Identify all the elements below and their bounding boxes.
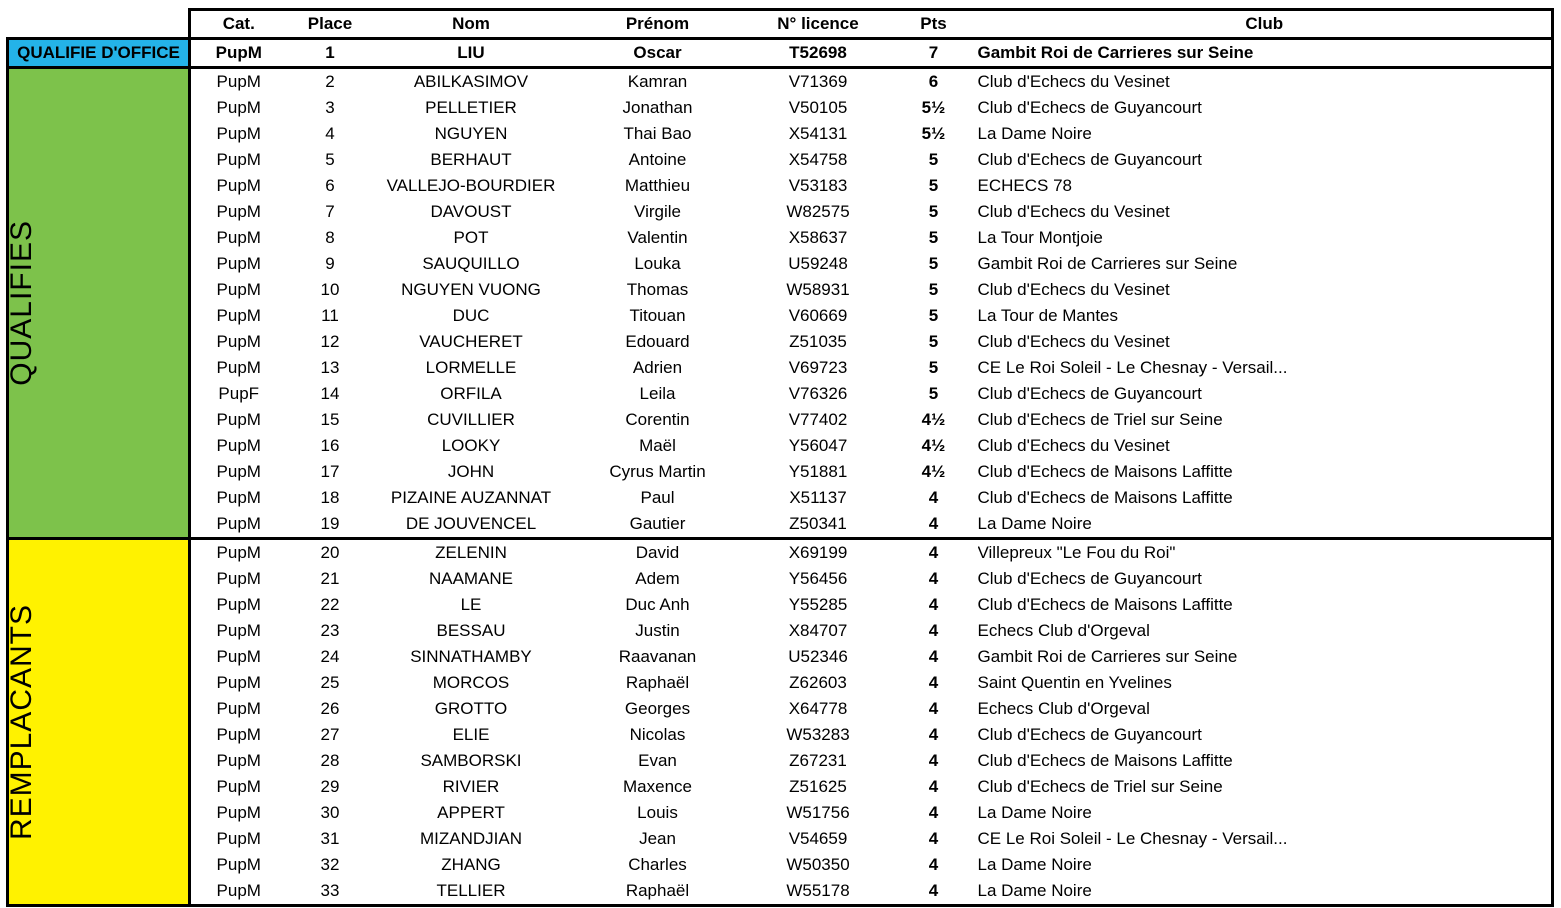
- cell-club: La Dame Noire: [978, 852, 1553, 878]
- table-row: [8, 199, 1553, 225]
- header-club: Club: [978, 10, 1553, 39]
- table-row: [8, 748, 1553, 774]
- cell-place: 16: [320, 436, 340, 455]
- cell-club: Gambit Roi de Carrieres sur Seine: [978, 39, 1553, 68]
- header-prenom: Prénom: [569, 10, 747, 39]
- cell-nom: NGUYEN VUONG: [401, 280, 541, 299]
- cell-club: Club d'Echecs de Guyancourt: [978, 147, 1553, 173]
- cell-club: CE Le Roi Soleil - Le Chesnay - Versail...: [978, 355, 1553, 381]
- cell-cat: PupM: [190, 696, 287, 722]
- cell-licence: T52698: [747, 39, 890, 68]
- cell-licence: U52346: [788, 647, 848, 666]
- table-row: [8, 644, 1553, 670]
- cell-place: 19: [287, 511, 374, 539]
- cell-club: Saint Quentin en Yvelines: [978, 670, 1553, 696]
- cell-nom: BERHAUT: [430, 150, 512, 169]
- cell-prenom: Louis: [637, 803, 678, 822]
- cell-cat: PupM: [190, 68, 287, 96]
- cell-pts: 4: [928, 803, 939, 822]
- cell-licence: V54659: [788, 829, 848, 848]
- cell-nom: ZELENIN: [435, 543, 507, 562]
- cell-club: Club d'Echecs du Vesinet: [978, 199, 1553, 225]
- cell-cat: PupM: [190, 121, 287, 147]
- table-body: [5, 39, 1553, 906]
- cell-place: 15: [320, 410, 340, 429]
- table-row: [8, 173, 1553, 199]
- cell-licence: X84707: [788, 621, 848, 640]
- header-licence: N° licence: [747, 10, 890, 39]
- cell-nom: LE: [460, 595, 482, 614]
- cell-licence: X58637: [788, 228, 848, 247]
- cell-licence: Y55285: [788, 595, 848, 614]
- cell-prenom: Gautier: [569, 511, 747, 539]
- cell-nom: SINNATHAMBY: [410, 647, 532, 666]
- cell-licence: W53283: [786, 725, 850, 744]
- cell-licence: Y51881: [788, 462, 848, 481]
- cell-prenom: Jean: [639, 829, 676, 848]
- cell-club: Club d'Echecs de Guyancourt: [978, 722, 1553, 748]
- header-row: [8, 10, 1553, 39]
- cell-place: 4: [325, 124, 335, 143]
- cell-prenom: Justin: [635, 621, 680, 640]
- cell-place: 7: [325, 202, 335, 221]
- table-row: [8, 147, 1553, 173]
- cell-licence: V60669: [788, 306, 848, 325]
- cell-prenom: Oscar: [569, 39, 747, 68]
- cell-pts: 4: [928, 829, 939, 848]
- cell-pts: 4: [928, 621, 939, 640]
- cell-cat: PupM: [190, 277, 287, 303]
- cell-club: Club d'Echecs du Vesinet: [978, 433, 1553, 459]
- cell-prenom: Titouan: [629, 306, 686, 325]
- cell-prenom: Virgile: [634, 202, 681, 221]
- cell-licence: Y56456: [788, 569, 848, 588]
- cell-cat: PupM: [190, 722, 287, 748]
- cell-nom: DUC: [452, 306, 490, 325]
- cell-prenom: Louka: [634, 254, 681, 273]
- cell-cat: PupM: [190, 852, 287, 878]
- cell-licence: V77402: [788, 410, 848, 429]
- cell-nom: MORCOS: [432, 673, 510, 692]
- table-row: [8, 670, 1553, 696]
- cell-pts: 5: [928, 332, 939, 351]
- cell-club: La Dame Noire: [978, 800, 1553, 826]
- cell-place: 18: [320, 488, 340, 507]
- cell-club: Club d'Echecs de Triel sur Seine: [978, 407, 1553, 433]
- cell-prenom: Valentin: [627, 228, 688, 247]
- cell-place: 2: [325, 72, 335, 91]
- cell-cat: PupM: [190, 147, 287, 173]
- cell-licence: W55178: [747, 878, 890, 906]
- table-row: [8, 722, 1553, 748]
- cell-place: 9: [325, 254, 335, 273]
- cell-nom: MIZANDJIAN: [420, 829, 522, 848]
- cell-pts: 5: [928, 150, 939, 169]
- cell-pts: 4: [928, 569, 939, 588]
- cell-pts: 4: [928, 673, 939, 692]
- cell-place: 33: [287, 878, 374, 906]
- qualification-table: [6, 8, 1554, 907]
- cell-prenom: Maxence: [623, 777, 692, 796]
- cell-nom: ORFILA: [440, 384, 502, 403]
- table-row: [8, 774, 1553, 800]
- cell-nom: ELIE: [452, 725, 490, 744]
- cell-nom: ZHANG: [441, 855, 501, 874]
- cell-pts: 4: [928, 855, 939, 874]
- cell-prenom: Raphaël: [569, 878, 747, 906]
- cell-cat: PupM: [190, 407, 287, 433]
- cell-cat: PupM: [190, 433, 287, 459]
- cell-licence: X54758: [788, 150, 848, 169]
- table-row: [8, 592, 1553, 618]
- cell-club: Club d'Echecs de Maisons Laffitte: [978, 459, 1553, 485]
- cell-place: 24: [320, 647, 340, 666]
- cell-pts: 5: [928, 202, 939, 221]
- cell-prenom: Edouard: [625, 332, 690, 351]
- cell-pts: 5: [928, 358, 939, 377]
- table-row: [8, 511, 1553, 539]
- cell-prenom: Duc Anh: [625, 595, 690, 614]
- table-row: [8, 251, 1553, 277]
- cell-club: Club d'Echecs de Maisons Laffitte: [978, 485, 1553, 511]
- cell-licence: Z50341: [747, 511, 890, 539]
- cell-cat: PupM: [190, 459, 287, 485]
- cell-cat: PupM: [190, 355, 287, 381]
- cell-cat: PupM: [190, 173, 287, 199]
- cell-club: Club d'Echecs du Vesinet: [978, 329, 1553, 355]
- cell-cat: PupM: [190, 748, 287, 774]
- cell-licence: W82575: [786, 202, 850, 221]
- cell-club: Club d'Echecs du Vesinet: [978, 68, 1553, 96]
- cell-nom: DAVOUST: [430, 202, 512, 221]
- cell-pts: 4½: [921, 410, 946, 429]
- table-row: [8, 121, 1553, 147]
- cell-prenom: Raavanan: [618, 647, 697, 666]
- table-row: [8, 95, 1553, 121]
- cell-licence: Y56047: [788, 436, 848, 455]
- cell-pts: 5: [928, 306, 939, 325]
- cell-pts: 4: [928, 751, 939, 770]
- cell-nom: NGUYEN: [434, 124, 508, 143]
- cell-cat: PupM: [190, 618, 287, 644]
- cell-licence: X51137: [789, 488, 847, 507]
- cell-licence: V71369: [788, 72, 848, 91]
- cell-licence: Z62603: [789, 673, 847, 692]
- cell-cat: PupM: [190, 539, 287, 567]
- cell-nom: LIU: [374, 39, 569, 68]
- cell-place: 21: [320, 569, 340, 588]
- header-band-spacer: [8, 10, 190, 39]
- cell-place: 31: [320, 829, 340, 848]
- band-qualifies: [5, 68, 190, 539]
- cell-club: Echecs Club d'Orgeval: [978, 618, 1553, 644]
- table-row: [8, 566, 1553, 592]
- cell-pts: 4: [928, 488, 939, 507]
- cell-licence: W50350: [786, 855, 850, 874]
- cell-nom: RIVIER: [442, 777, 500, 796]
- cell-place: 8: [325, 228, 335, 247]
- cell-pts: 4½: [921, 462, 946, 481]
- cell-pts: 4: [890, 511, 978, 539]
- cell-place: 25: [320, 673, 340, 692]
- cell-place: 27: [320, 725, 340, 744]
- cell-cat: PupM: [190, 303, 287, 329]
- cell-cat: PupM: [190, 329, 287, 355]
- cell-cat: PupF: [190, 381, 287, 407]
- table-row: [8, 381, 1553, 407]
- cell-prenom: Georges: [624, 699, 691, 718]
- cell-place: 12: [320, 332, 340, 351]
- cell-cat: PupM: [190, 485, 287, 511]
- cell-prenom: Corentin: [625, 410, 690, 429]
- table-row: [8, 878, 1553, 906]
- cell-licence: Z51625: [789, 777, 847, 796]
- cell-licence: V53183: [788, 176, 848, 195]
- cell-cat: PupM: [190, 566, 287, 592]
- cell-prenom: Jonathan: [622, 98, 693, 117]
- cell-nom: SAMBORSKI: [420, 751, 522, 770]
- cell-club: Club d'Echecs de Maisons Laffitte: [978, 748, 1553, 774]
- cell-pts: 4: [928, 595, 939, 614]
- band-qualifies-label: QUALIFIES: [5, 220, 38, 386]
- cell-pts: 5: [928, 280, 939, 299]
- cell-prenom: Maël: [639, 436, 676, 455]
- cell-nom: TELLIER: [374, 878, 569, 906]
- cell-club: CE Le Roi Soleil - Le Chesnay - Versail...: [978, 826, 1553, 852]
- cell-prenom: Leila: [639, 384, 676, 403]
- cell-place: 1: [287, 39, 374, 68]
- cell-club: Gambit Roi de Carrieres sur Seine: [978, 251, 1553, 277]
- cell-place: 29: [320, 777, 340, 796]
- cell-cat: PupM: [190, 95, 287, 121]
- cell-cat: PupM: [190, 774, 287, 800]
- cell-nom: PIZAINE AUZANNAT: [390, 488, 552, 507]
- cell-cat: PupM: [190, 800, 287, 826]
- cell-place: 14: [320, 384, 340, 403]
- cell-club: Club d'Echecs de Guyancourt: [978, 381, 1553, 407]
- cell-pts: 4: [928, 777, 939, 796]
- cell-club: ECHECS 78: [978, 173, 1553, 199]
- cell-nom: POT: [453, 228, 489, 247]
- cell-club: Club d'Echecs de Maisons Laffitte: [978, 592, 1553, 618]
- cell-licence: V76326: [788, 384, 848, 403]
- cell-cat: PupM: [190, 199, 287, 225]
- cell-licence: Z51035: [789, 332, 847, 351]
- table-row: [8, 696, 1553, 722]
- cell-place: 17: [320, 462, 340, 481]
- cell-nom: VALLEJO-BOURDIER: [386, 176, 556, 195]
- cell-prenom: Evan: [638, 751, 677, 770]
- cell-prenom: Paul: [640, 488, 675, 507]
- table-row: [8, 459, 1553, 485]
- cell-club: La Tour de Mantes: [978, 303, 1553, 329]
- cell-place: 26: [320, 699, 340, 718]
- cell-prenom: David: [635, 543, 680, 562]
- cell-licence: V69723: [788, 358, 848, 377]
- cell-prenom: Cyrus Martin: [609, 462, 706, 481]
- cell-place: 23: [320, 621, 340, 640]
- cell-club: La Tour Montjoie: [978, 225, 1553, 251]
- cell-pts: 5½: [921, 98, 946, 117]
- cell-place: 22: [320, 595, 340, 614]
- cell-licence: X64778: [788, 699, 848, 718]
- table-row: [8, 303, 1553, 329]
- cell-licence: X69199: [788, 543, 848, 562]
- cell-pts: 5: [928, 176, 939, 195]
- cell-place: 13: [320, 358, 340, 377]
- cell-nom: SAUQUILLO: [422, 254, 520, 273]
- cell-prenom: Thomas: [626, 280, 689, 299]
- table-row: [8, 329, 1553, 355]
- cell-pts: 4: [928, 543, 939, 562]
- table-row: [8, 852, 1553, 878]
- cell-nom: LORMELLE: [425, 358, 517, 377]
- cell-club: La Dame Noire: [978, 121, 1553, 147]
- table-row: [8, 826, 1553, 852]
- cell-cat: PupM: [190, 878, 287, 906]
- cell-pts: 5½: [921, 124, 946, 143]
- cell-club: Club d'Echecs de Guyancourt: [978, 95, 1553, 121]
- cell-prenom: Thai Bao: [623, 124, 692, 143]
- cell-pts: 5: [928, 384, 939, 403]
- table-row: [8, 277, 1553, 303]
- cell-place: 11: [321, 306, 339, 325]
- cell-prenom: Matthieu: [624, 176, 691, 195]
- cell-prenom: Adem: [635, 569, 680, 588]
- cell-prenom: Charles: [628, 855, 687, 874]
- band-qualifie-office: QUALIFIE D'OFFICE: [8, 39, 190, 68]
- cell-pts: 7: [890, 39, 978, 68]
- band-remplacants-label: REMPLACANTS: [5, 603, 38, 841]
- cell-nom: JOHN: [447, 462, 495, 481]
- cell-cat: PupM: [190, 670, 287, 696]
- cell-licence: W58931: [786, 280, 850, 299]
- cell-place: 28: [320, 751, 340, 770]
- cell-prenom: Adrien: [632, 358, 683, 377]
- cell-pts: 6: [928, 72, 939, 91]
- header-place: Place: [287, 10, 374, 39]
- table-row: [8, 800, 1553, 826]
- cell-club: Club d'Echecs du Vesinet: [978, 277, 1553, 303]
- cell-nom: CUVILLIER: [427, 410, 515, 429]
- cell-place: 3: [325, 98, 335, 117]
- cell-cat: PupM: [190, 225, 287, 251]
- cell-cat: PupM: [190, 39, 287, 68]
- cell-pts: 4: [928, 699, 939, 718]
- cell-nom: DE JOUVENCEL: [374, 511, 569, 539]
- header-nom: Nom: [374, 10, 569, 39]
- cell-pts: 4: [928, 725, 939, 744]
- cell-club: Villepreux "Le Fou du Roi": [978, 539, 1553, 567]
- cell-pts: 5: [928, 254, 939, 273]
- cell-club: La Dame Noire: [978, 511, 1553, 539]
- cell-cat: PupM: [190, 826, 287, 852]
- cell-pts: 4: [890, 878, 978, 906]
- table-row: [8, 485, 1553, 511]
- cell-pts: 4: [928, 647, 939, 666]
- cell-licence: X54131: [788, 124, 848, 143]
- cell-nom: GROTTO: [434, 699, 508, 718]
- cell-prenom: Nicolas: [629, 725, 686, 744]
- cell-club: Echecs Club d'Orgeval: [978, 696, 1553, 722]
- table-row: [8, 68, 1553, 96]
- cell-prenom: Raphaël: [625, 673, 690, 692]
- cell-nom: APPERT: [437, 803, 505, 822]
- table-row: [8, 433, 1553, 459]
- cell-licence: W51756: [786, 803, 850, 822]
- cell-prenom: Kamran: [627, 72, 688, 91]
- cell-nom: ABILKASIMOV: [413, 72, 529, 91]
- cell-pts: 5: [928, 228, 939, 247]
- table-row: [8, 618, 1553, 644]
- cell-club: Club d'Echecs de Guyancourt: [978, 566, 1553, 592]
- header-cat: Cat.: [190, 10, 287, 39]
- cell-pts: 4½: [921, 436, 946, 455]
- cell-licence: U59248: [788, 254, 848, 273]
- table-row: [8, 225, 1553, 251]
- cell-nom: BESSAU: [436, 621, 506, 640]
- cell-club: La Dame Noire: [978, 878, 1553, 906]
- cell-licence: V50105: [788, 98, 848, 117]
- cell-cat: PupM: [190, 592, 287, 618]
- table-row: [8, 539, 1553, 567]
- cell-prenom: Antoine: [628, 150, 687, 169]
- header-pts: Pts: [890, 10, 978, 39]
- table-header: [8, 10, 1553, 39]
- cell-place: 32: [320, 855, 340, 874]
- table-row: [8, 39, 1553, 68]
- cell-cat: PupM: [190, 644, 287, 670]
- table-row: [8, 407, 1553, 433]
- cell-place: 10: [320, 280, 340, 299]
- results-sheet: [0, 8, 1561, 908]
- cell-nom: LOOKY: [441, 436, 501, 455]
- band-remplacants: [5, 539, 190, 906]
- cell-place: 30: [320, 803, 340, 822]
- cell-nom: VAUCHERET: [419, 332, 523, 351]
- cell-place: 5: [325, 150, 335, 169]
- cell-cat: PupM: [190, 251, 287, 277]
- cell-nom: NAAMANE: [428, 569, 514, 588]
- cell-place: 20: [320, 543, 340, 562]
- cell-nom: PELLETIER: [425, 98, 517, 117]
- table-row: [8, 355, 1553, 381]
- cell-cat: PupM: [190, 511, 287, 539]
- cell-place: 6: [325, 176, 335, 195]
- cell-club: Gambit Roi de Carrieres sur Seine: [978, 644, 1553, 670]
- cell-club: Club d'Echecs de Triel sur Seine: [978, 774, 1553, 800]
- cell-licence: Z67231: [789, 751, 847, 770]
